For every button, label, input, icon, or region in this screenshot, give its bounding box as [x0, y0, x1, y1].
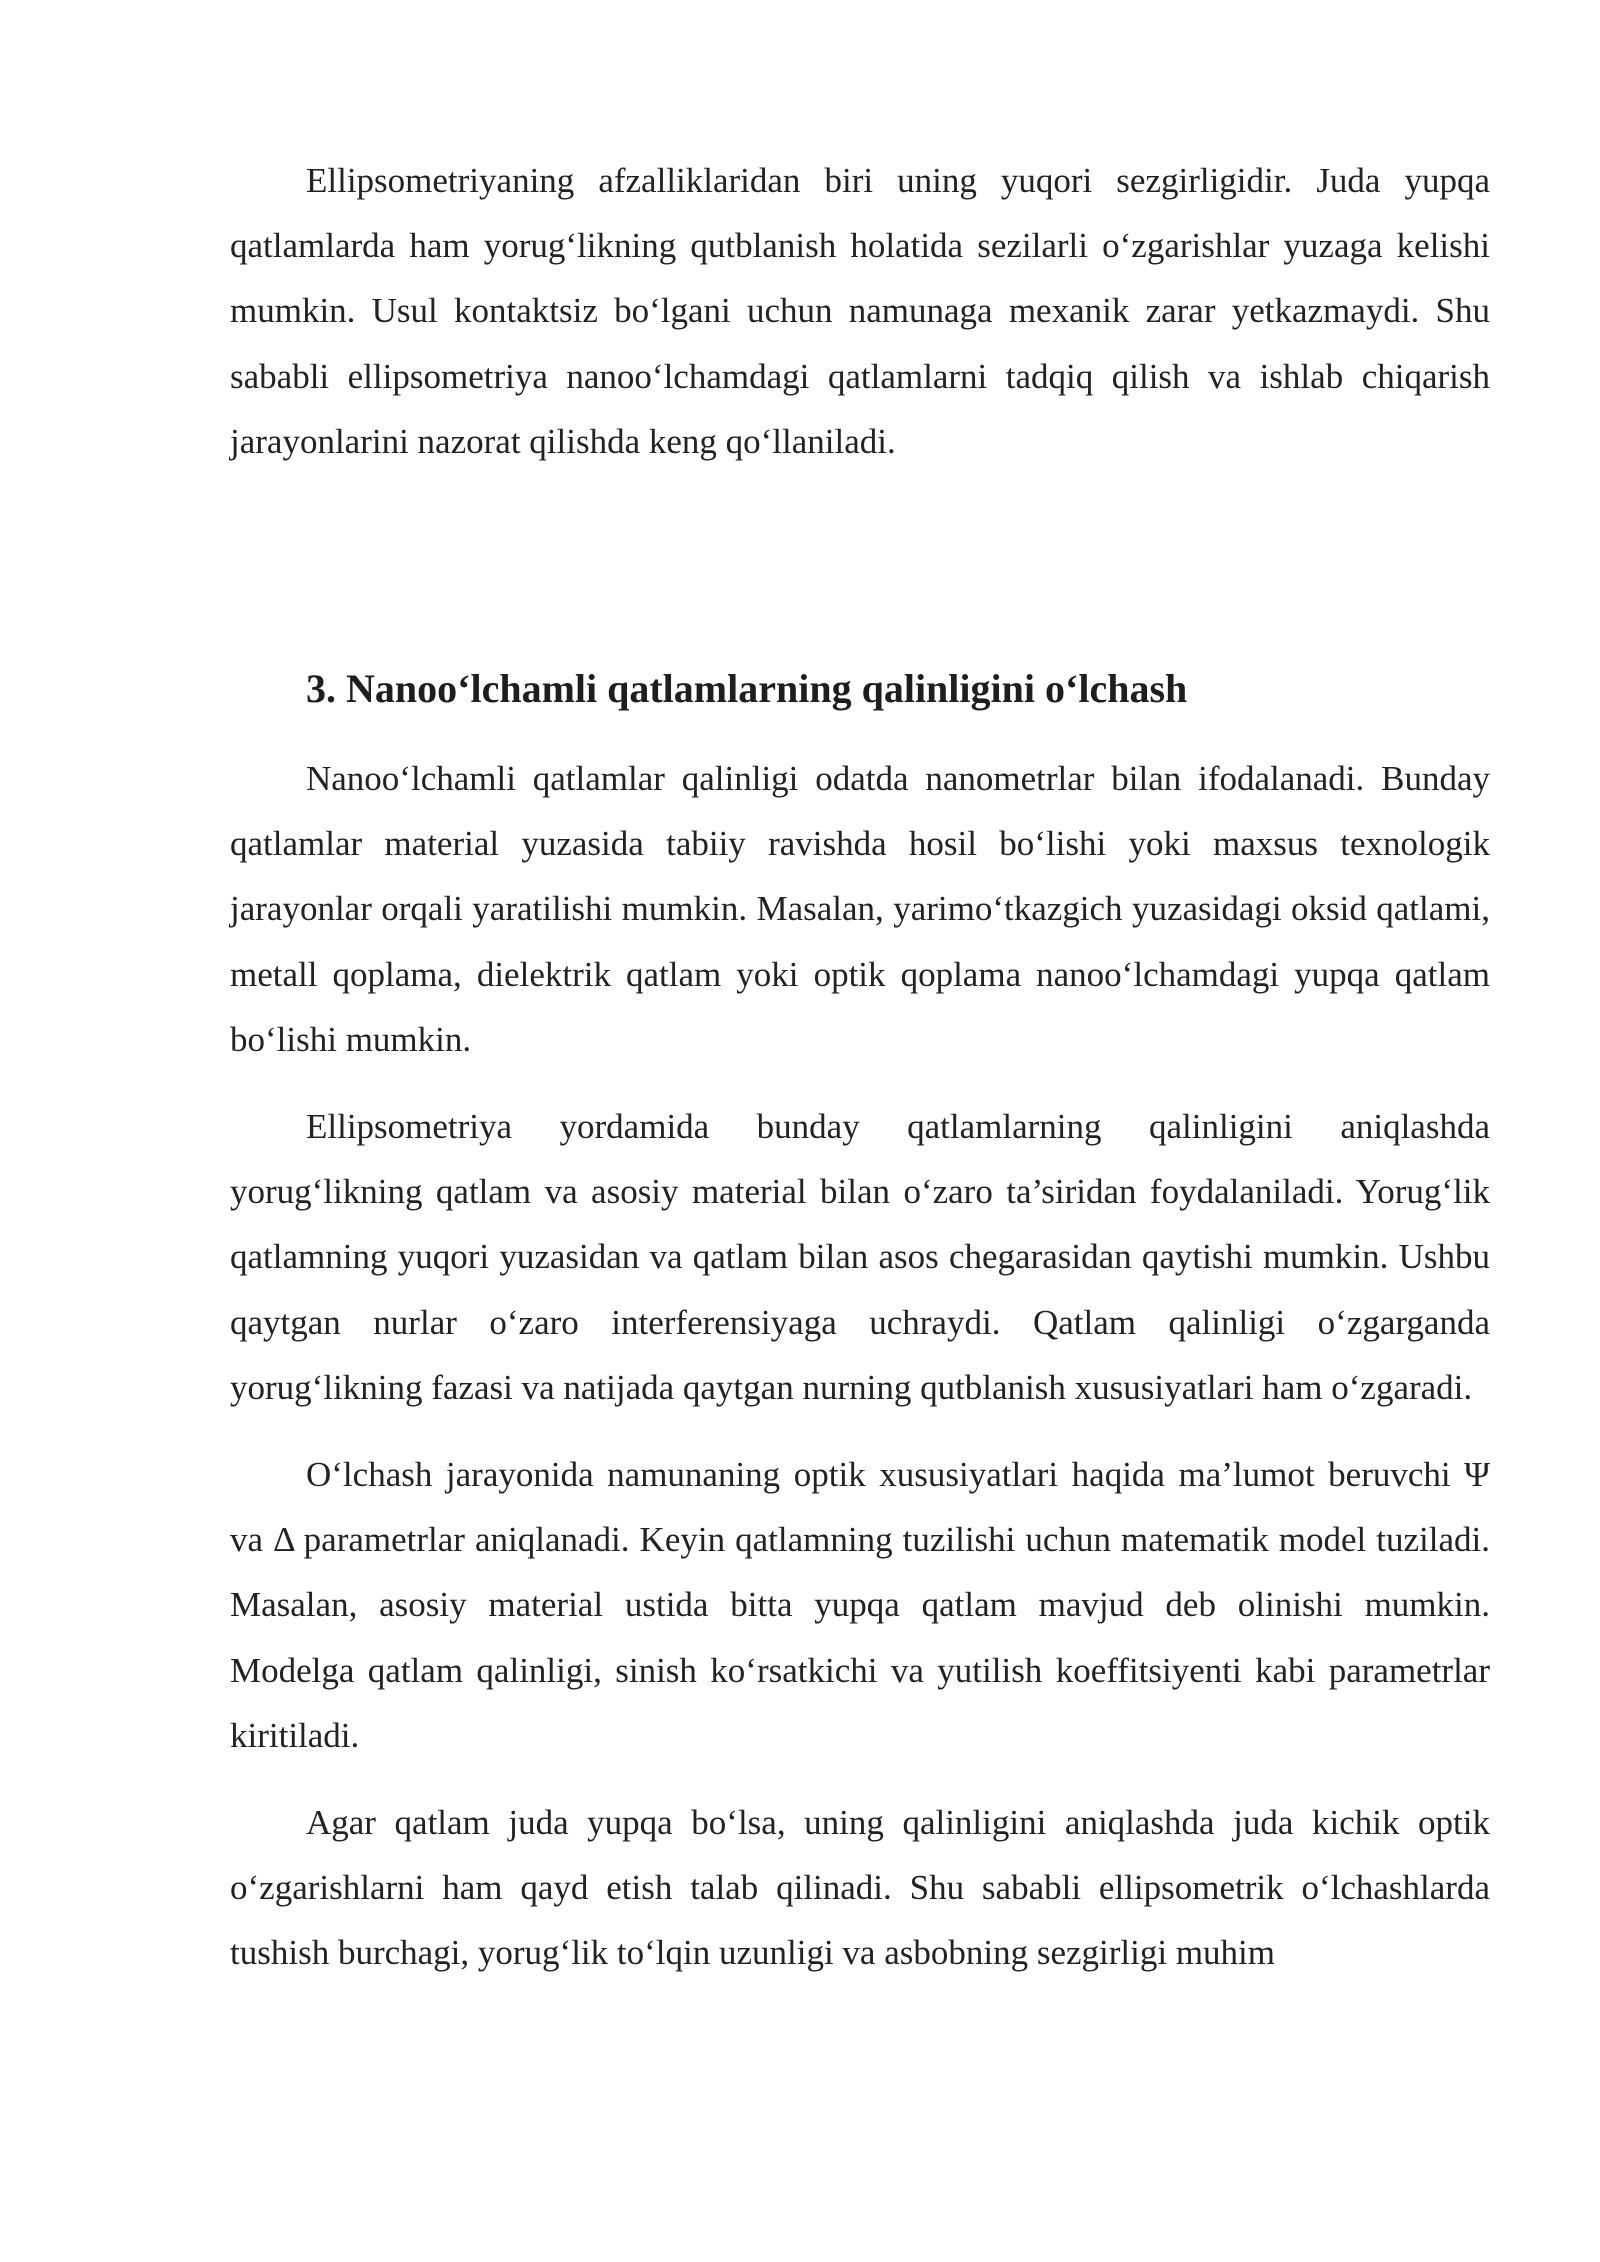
page-content [230, 148, 1490, 2008]
paragraph-1: Nanoo‘lchamli qatlamlar qalinligi odatda nanometrlar bilan ifodalanadi. Bunday qatlamlar material yuzasida tabiiy ravishda hosil bo‘lishi yoki maxsus texnologik jarayonlar orqali yaratilishi mumkin. Masalan, yarimo‘tkazgich yuzasidagi oksid qatlami, metall qoplama, dielektrik qatlam yoki optik qoplama nanoo‘lchamdagi yupqa qatlam bo‘lishi mumkin. [230, 759, 1490, 1059]
paragraph-3: O‘lchash jarayonida namunaning optik xususiyatlari haqida ma’lumot beruvchi Ψ va Δ parametrlar aniqlanadi. Keyin qatlamning tuzilishi uchun matematik model tuziladi. Masalan, asosiy material ustida bitta yupqa qatlam mavjud deb olinishi mumkin. Modelga qatlam qalinligi, sinish ko‘rsatkichi va yutilish koeffitsiyenti kabi parametrlar kiritiladi. [230, 1455, 1490, 1755]
paragraph-intro: Ellipsometriyaning afzalliklaridan biri uning yuqori sezgirligidir. Juda yupqa qatlamlarda ham yorug‘likning qutblanish holatida sezilarli o‘zgarishlar yuzaga kelishi mumkin. Usul kontaktsiz bo‘lgani uchun namunaga mexanik zarar yetkazmaydi. Shu sababli ellipsometriya nanoo‘lchamdagi qatlamlarni tadqiq qilish va ishlab chiqarish jarayonlarini nazorat qilishda keng qo‘llaniladi. [230, 161, 1490, 461]
section-heading: 3. Nanoo‘lchamli qatlamlarning qalinligini o‘lchash [306, 666, 1188, 712]
paragraph-2: Ellipsometriya yordamida bunday qatlamlarning qalinligini aniqlashda yorug‘likning qatlam va asosiy material bilan o‘zaro ta’siridan foydalaniladi. Yorug‘lik qatlamning yuqori yuzasidan va qatlam bilan asos chegarasidan qaytishi mumkin. Ushbu qaytgan nurlar o‘zaro interferensiyaga uchraydi. Qatlam qalinligi o‘zgarganda yorug‘likning fazasi va natijada qaytgan nurning qutblanish xususiyatlari ham o‘zgaradi. [230, 1107, 1490, 1407]
paragraph-4: Agar qatlam juda yupqa bo‘lsa, uning qalinligini aniqlashda juda kichik optik o‘zgarishlarni ham qayd etish talab qilinadi. Shu sababli ellipsometrik o‘lchashlarda tushish burchagi, yorug‘lik to‘lqin uzunligi va asbobning sezgirligi muhim [230, 1803, 1490, 1973]
section-spacer [230, 474, 1490, 664]
